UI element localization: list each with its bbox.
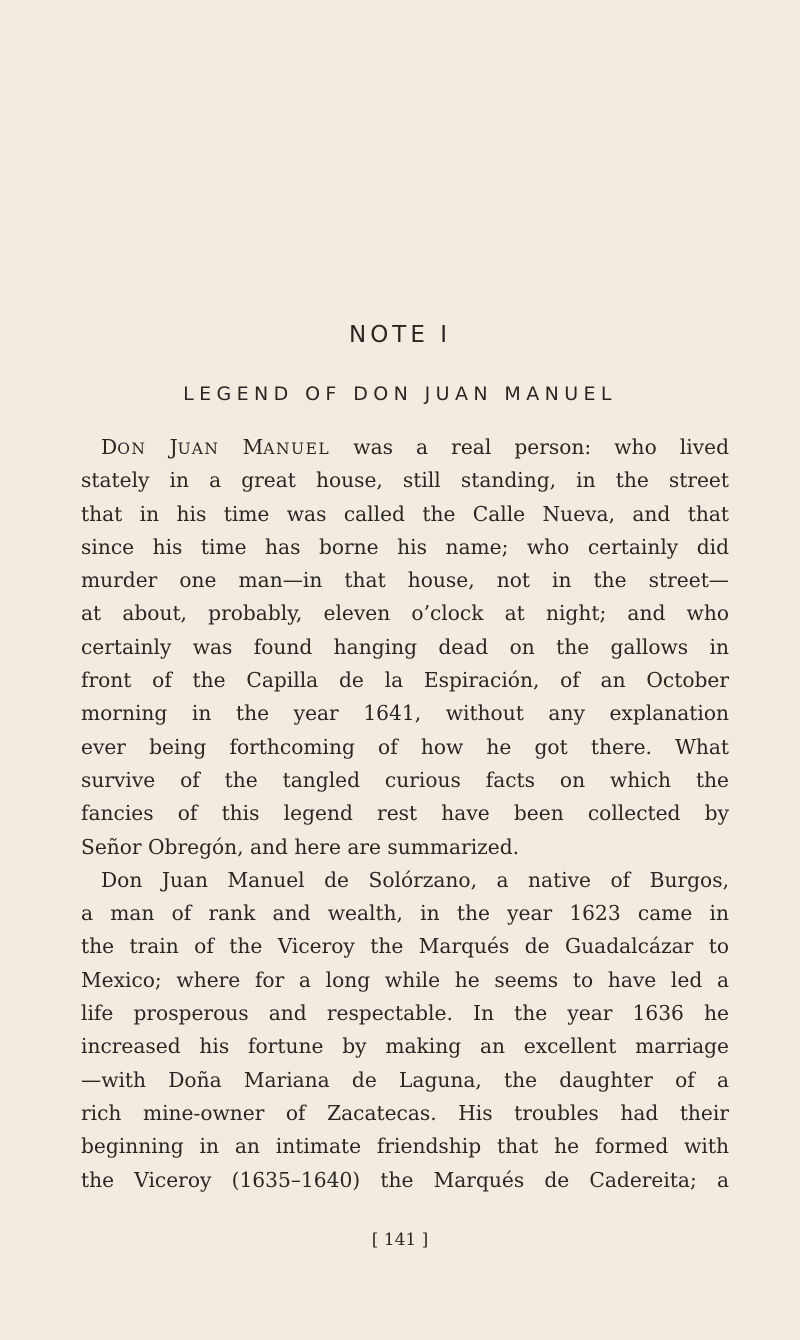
text-line: beginning in an intimate friendship that he formed with: [81, 1134, 729, 1159]
text-line: that in his time was called the Calle Nueva, and that: [81, 501, 729, 526]
chapter-title: LEGEND OF DON JUAN MANUEL: [183, 383, 617, 405]
paragraph-1-line-1: DON JUAN MANUEL was a real person: who lived: [101, 435, 729, 459]
text-line: fancies of this legend rest have been collected by: [81, 801, 729, 826]
paragraph-2-first-line: Don Juan Manuel de Solórzano, a native of Burgos,: [101, 867, 729, 892]
text-line: the train of the Viceroy the Marqués de Guadalcázar to: [81, 934, 729, 959]
text-line: Señor Obregón, and here are summarized.: [81, 834, 520, 859]
text-line: at about, probably, eleven o’clock at night; and who: [81, 601, 729, 626]
opening-small-caps: DON JUAN MANUEL: [101, 435, 331, 459]
note-heading: NOTE I: [349, 322, 451, 348]
text-line: ever being forthcoming of how he got there. What: [81, 734, 729, 759]
text-line: rich mine-owner of Zacatecas. His troubles had their: [81, 1100, 729, 1125]
text-line: stately in a great house, still standing, in the street: [81, 468, 729, 493]
text-line: increased his fortune by making an excellent marriage: [81, 1034, 729, 1059]
text-line: life prosperous and respectable. In the year 1636 he: [81, 1001, 729, 1026]
page-number: [ 141 ]: [371, 1230, 429, 1250]
text-line: certainly was found hanging dead on the gallows in: [81, 634, 729, 659]
text-line: murder one man—in that house, not in the street—: [81, 568, 729, 593]
text-line: since his time has borne his name; who certainly did: [81, 534, 729, 559]
body-text: [81, 431, 729, 1197]
text-line: morning in the year 1641, without any explanation: [81, 701, 729, 726]
text-line: —with Doña Mariana de Laguna, the daughter of a: [81, 1067, 729, 1092]
text-line: a man of rank and wealth, in the year 1623 came in: [81, 901, 729, 926]
text-line: front of the Capilla de la Espiración, of an October: [81, 668, 729, 693]
text-line: the Viceroy (1635–1640) the Marqués de Cadereita; a: [81, 1167, 729, 1192]
text-line: survive of the tangled curious facts on which the: [81, 767, 729, 792]
text-line: Mexico; where for a long while he seems to have led a: [81, 967, 729, 992]
